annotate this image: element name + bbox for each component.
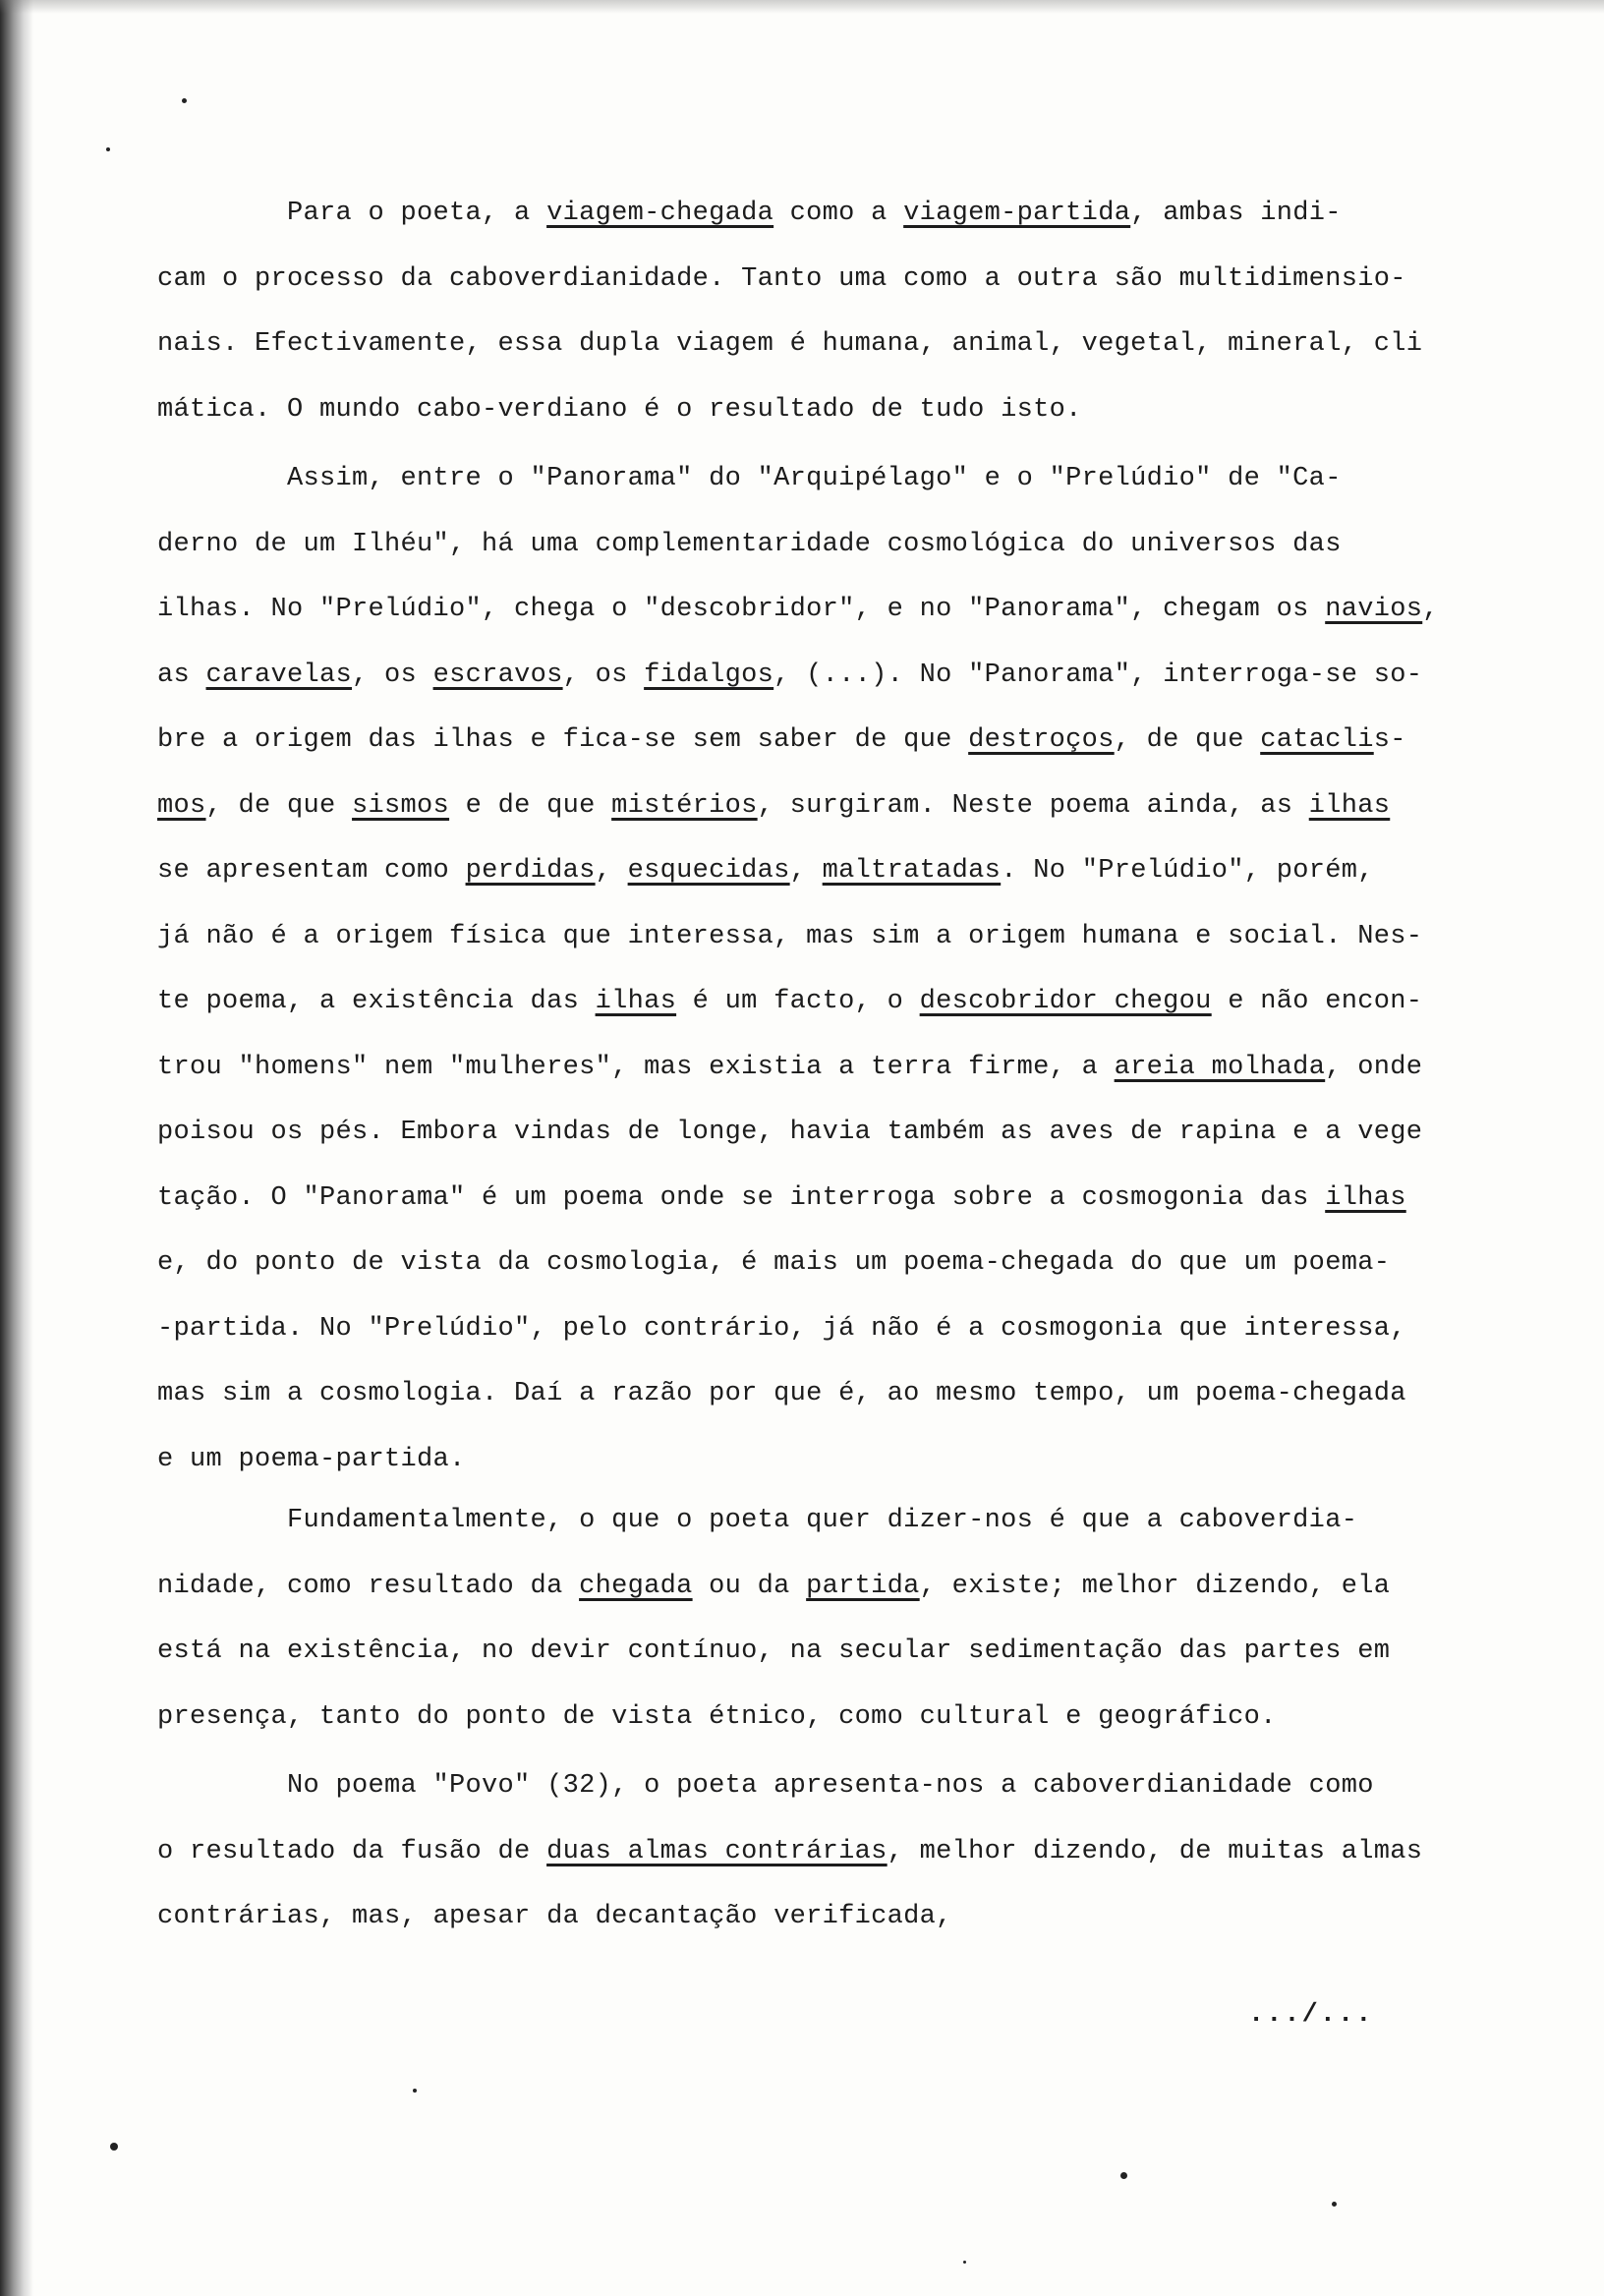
text-segment: , os <box>562 660 645 690</box>
text-line <box>157 1635 1390 1668</box>
text-segment: , de que <box>1114 725 1261 755</box>
text-line <box>157 528 1342 561</box>
underlined-term: areia molhada <box>1114 1053 1326 1082</box>
text-segment: te poema, a existência das <box>157 987 596 1016</box>
underlined-term: ilhas <box>1308 791 1391 821</box>
underlined-term: caravelas <box>205 660 353 690</box>
text-line <box>157 1769 1374 1803</box>
text-segment: , existe; melhor dizendo, ela <box>919 1572 1391 1601</box>
underlined-term: navios <box>1325 595 1423 624</box>
text-line <box>157 1051 1422 1084</box>
scan-speck <box>413 2089 417 2093</box>
text-segment: , (...). No "Panorama", interroga-se so- <box>773 660 1423 690</box>
text-segment: , onde <box>1325 1053 1423 1082</box>
text-line <box>157 1181 1406 1215</box>
scan-speck <box>110 2143 118 2151</box>
text-segment: e de que <box>449 791 612 821</box>
underlined-term: duas almas contrárias <box>546 1837 888 1866</box>
text-line <box>157 723 1406 757</box>
text-segment: já não é a origem física que interessa, mas sim a origem humana e social. Nes- <box>157 922 1423 951</box>
text-line <box>157 327 1422 361</box>
scan-speck <box>1120 2172 1127 2179</box>
underlined-term: viagem-chegada <box>546 199 774 228</box>
page-continuation-mark: .../... <box>1248 2000 1374 2030</box>
text-segment: contrárias, mas, apesar da decantação verificada, <box>157 1902 952 1931</box>
underlined-term: partida <box>806 1572 920 1601</box>
text-segment: derno de um Ilhéu", há uma complementaridade cosmológica do universos das <box>157 530 1342 559</box>
text-segment: , os <box>352 660 433 690</box>
text-line <box>157 1835 1422 1868</box>
text-segment: como a <box>773 199 904 228</box>
text-segment: as <box>157 660 206 690</box>
text-line <box>157 593 1439 626</box>
text-segment: Fundamentalmente, o que o poeta quer dizer-nos é que a caboverdia- <box>157 1506 1358 1535</box>
text-segment: bre a origem das ilhas e fica-se sem saber de que <box>157 725 969 755</box>
text-segment: e um poema-partida. <box>157 1445 466 1474</box>
text-line <box>157 1570 1390 1603</box>
text-segment: ilhas. No "Prelúdio", chega o "descobridor", e no "Panorama", chegam os <box>157 595 1326 624</box>
text-segment: , melhor dizendo, de muitas almas <box>887 1837 1423 1866</box>
text-segment: mas sim a cosmologia. Daí a razão por que é, ao mesmo tempo, um poema-chegada <box>157 1379 1406 1408</box>
text-segment: , de que <box>205 791 353 821</box>
text-line <box>157 1312 1406 1346</box>
text-segment: Para o poeta, a <box>157 199 547 228</box>
text-segment: nidade, como resultado da <box>157 1572 580 1601</box>
text-line <box>157 659 1422 692</box>
text-segment: ou da <box>692 1572 807 1601</box>
text-line <box>157 1377 1406 1410</box>
text-segment: . No "Prelúdio", porém, <box>1001 856 1374 886</box>
text-line <box>157 462 1342 495</box>
text-segment: -partida. No "Prelúdio", pelo contrário, já não é a cosmogonia que interessa, <box>157 1314 1406 1344</box>
text-segment: , <box>789 856 823 886</box>
underlined-term: ilhas <box>1325 1183 1406 1213</box>
text-line <box>157 1116 1422 1149</box>
text-segment: e, do ponto de vista da cosmologia, é mais um poema-chegada do que um poema- <box>157 1248 1391 1278</box>
text-line <box>157 854 1374 888</box>
scan-speck <box>106 147 110 151</box>
text-line <box>157 985 1422 1018</box>
underlined-term: chegada <box>579 1572 693 1601</box>
text-segment: está na existência, no devir contínuo, na secular sedimentação das partes em <box>157 1636 1391 1666</box>
text-segment: , <box>1422 595 1439 624</box>
text-line <box>157 1900 952 1933</box>
text-line <box>157 393 1082 427</box>
underlined-term: destroços <box>968 725 1115 755</box>
text-segment: trou "homens" nem "mulheres", mas existia a terra firme, a <box>157 1053 1115 1082</box>
underlined-term: escravos <box>432 660 563 690</box>
text-segment: , surgiram. Neste poema ainda, as <box>757 791 1309 821</box>
text-line <box>157 1246 1390 1280</box>
text-segment: o resultado da fusão de <box>157 1837 547 1866</box>
underlined-term: esquecidas <box>627 856 790 886</box>
underlined-term: perdidas <box>465 856 596 886</box>
scan-speck <box>963 2261 966 2264</box>
text-segment: Assim, entre o "Panorama" do "Arquipélago" e o "Prelúdio" de "Ca- <box>157 464 1342 493</box>
text-line <box>157 1700 1277 1734</box>
text-segment: s- <box>1373 725 1406 755</box>
text-segment: se apresentam como <box>157 856 466 886</box>
underlined-term: mistérios <box>611 791 758 821</box>
text-segment: cam o processo da caboverdianidade. Tanto uma como a outra são multidimensio- <box>157 264 1406 294</box>
underlined-term: descobridor chegou <box>919 987 1212 1016</box>
underlined-term: sismos <box>352 791 450 821</box>
text-segment: mática. O mundo cabo-verdiano é o resultado de tudo isto. <box>157 395 1082 425</box>
text-segment: tação. O "Panorama" é um poema onde se interroga sobre a cosmogonia das <box>157 1183 1326 1213</box>
underlined-term: viagem-partida <box>903 199 1131 228</box>
underlined-term: catacli <box>1260 725 1374 755</box>
text-line <box>157 1443 466 1476</box>
text-line <box>157 1504 1357 1537</box>
text-segment: , ambas indi- <box>1130 199 1342 228</box>
text-line <box>157 262 1406 296</box>
text-segment: é um facto, o <box>676 987 920 1016</box>
underlined-term: maltratadas <box>822 856 1002 886</box>
scan-speck <box>182 98 187 103</box>
text-segment: nais. Efectivamente, essa dupla viagem é humana, animal, vegetal, mineral, cli <box>157 329 1423 359</box>
text-segment: e não encon- <box>1211 987 1423 1016</box>
text-segment: poisou os pés. Embora vindas de longe, havia também as aves de rapina e a vege <box>157 1118 1423 1147</box>
text-line <box>157 789 1390 823</box>
text-segment: No poema "Povo" (32), o poeta apresenta-nos a caboverdianidade como <box>157 1771 1374 1801</box>
text-line <box>157 920 1422 953</box>
text-segment: , <box>595 856 628 886</box>
text-line <box>157 197 1342 230</box>
underlined-term: fidalgos <box>644 660 774 690</box>
text-segment: presença, tanto do ponto de vista étnico, como cultural e geográfico. <box>157 1702 1277 1732</box>
underlined-term: mos <box>157 791 206 821</box>
scan-speck <box>1332 2202 1337 2207</box>
underlined-term: ilhas <box>595 987 677 1016</box>
